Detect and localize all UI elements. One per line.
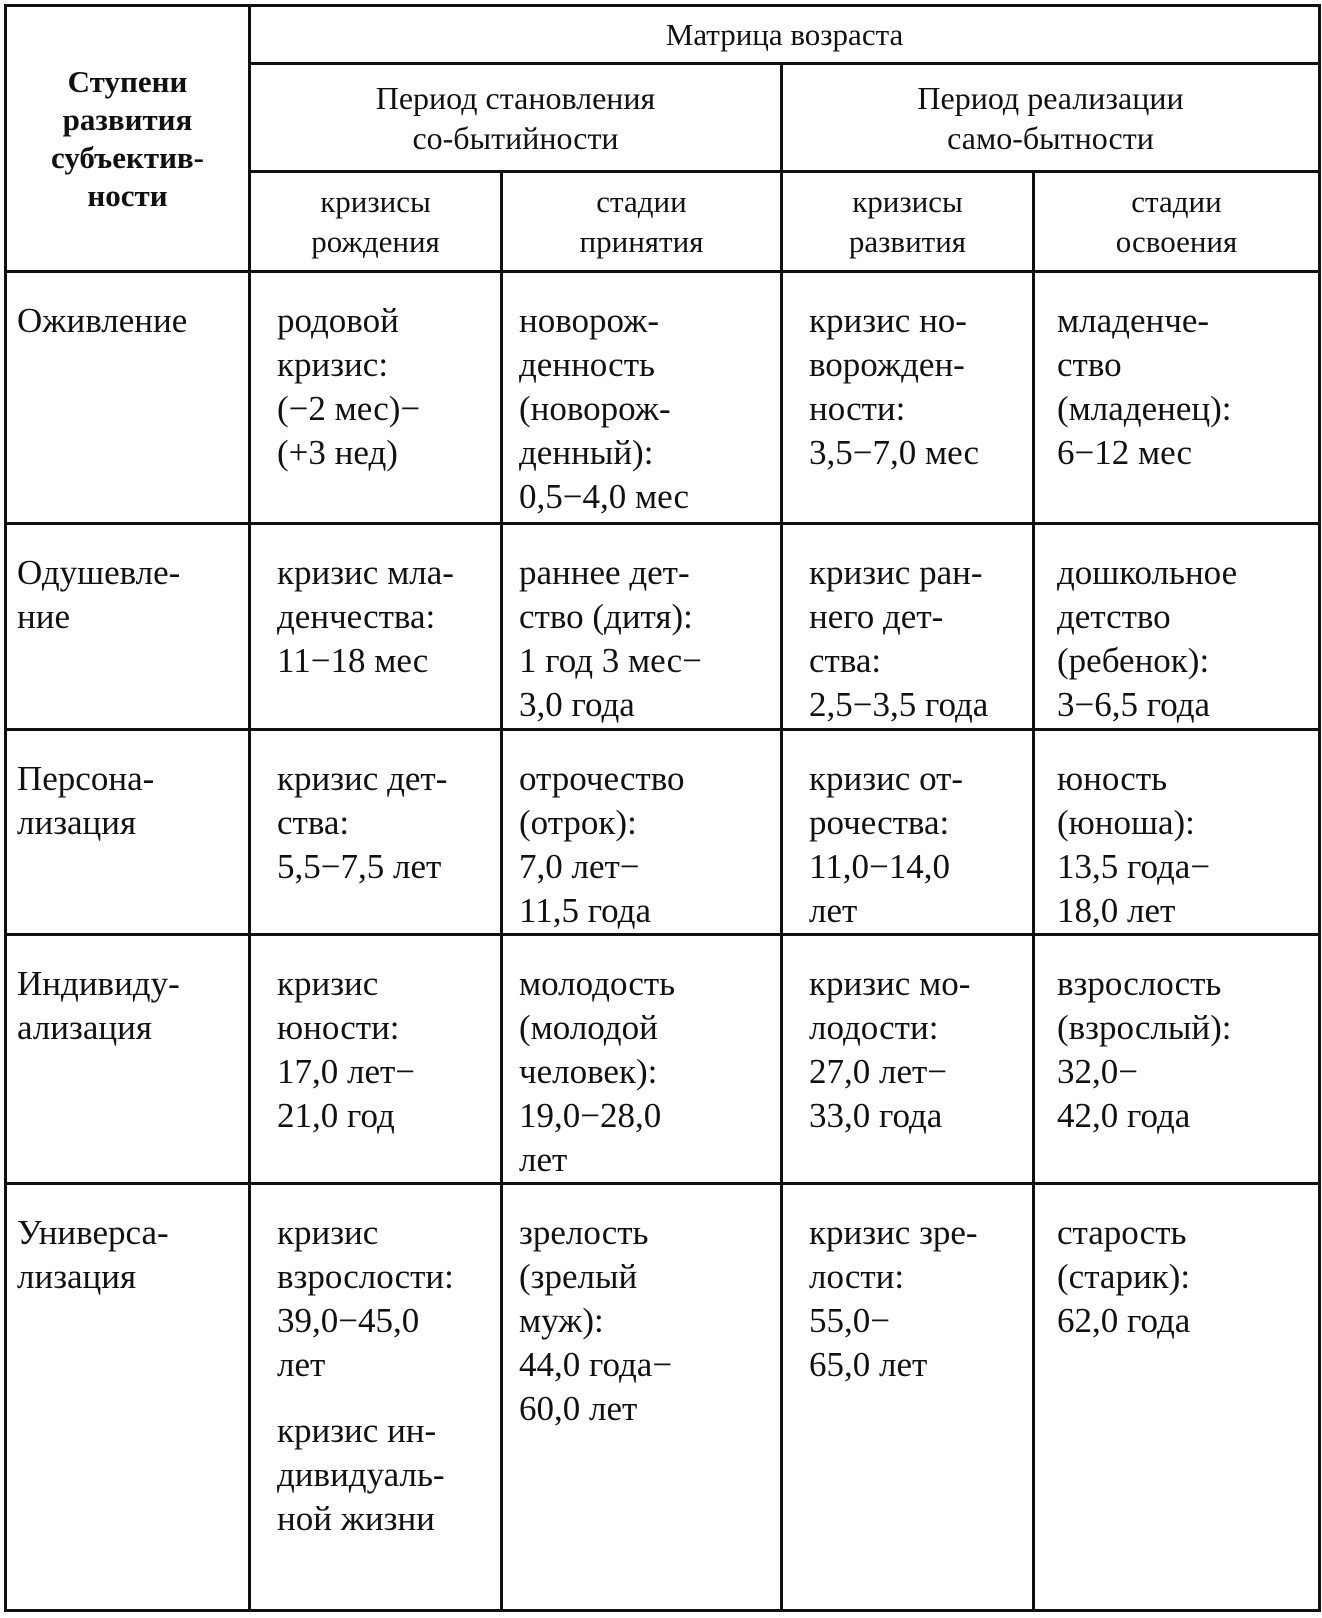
- cell-line: ализация: [17, 1008, 152, 1047]
- birth-crisis-cell: [250, 272, 502, 524]
- cell-line: 55,0−: [809, 1301, 890, 1340]
- cell-line: зрелость: [519, 1213, 649, 1252]
- cell-line: отрочество: [519, 759, 685, 798]
- cell-line: (младенец):: [1057, 389, 1232, 428]
- cell-line: кризис мо-: [809, 964, 971, 1003]
- cell-line: Универса-: [17, 1213, 169, 1252]
- cell-line: старость: [1057, 1213, 1187, 1252]
- cell-line: 6−12 мес: [1057, 433, 1193, 472]
- table-row: [6, 935, 1320, 1184]
- table-row: [6, 524, 1320, 730]
- cell-line: 21,0 год: [277, 1096, 395, 1135]
- cell-line: новорож-: [519, 301, 659, 340]
- cell-line: (старик):: [1057, 1257, 1191, 1296]
- acceptance-stages-header: [502, 172, 782, 272]
- cell-line: 18,0 лет: [1057, 891, 1176, 930]
- cell-line: Одушевле-: [17, 553, 181, 592]
- period-realization-header: [782, 64, 1320, 172]
- period-formation-line: Период становления: [375, 79, 656, 116]
- subheader-line: рождения: [311, 223, 440, 259]
- mastery-stage-cell: [1034, 730, 1320, 935]
- cell-line: кризис от-: [809, 759, 964, 798]
- cell-line: 32,0−: [1057, 1052, 1138, 1091]
- cell-line: раннее дет-: [519, 553, 690, 592]
- period-formation-line: со-бытийности: [412, 119, 619, 156]
- stage-cell: [6, 272, 250, 524]
- cell-line: Индивиду-: [17, 964, 180, 1003]
- cell-line: лет: [277, 1345, 326, 1384]
- cell-line: 39,0−45,0: [277, 1301, 420, 1340]
- cell-line: 3,5−7,0 мес: [809, 433, 980, 472]
- cell-line: кризис ин-: [277, 1411, 437, 1450]
- cell-line: денчества:: [277, 597, 436, 636]
- stage-cell: [6, 1184, 250, 1611]
- development-crisis-cell: [782, 935, 1034, 1184]
- development-crisis-cell: [782, 1184, 1034, 1611]
- cell-line: 7,0 лет−: [519, 847, 640, 886]
- acceptance-stage-cell: [502, 935, 782, 1184]
- cell-line: денный):: [519, 433, 654, 472]
- mastery-stage-cell: [1034, 524, 1320, 730]
- development-crises-header: [782, 172, 1034, 272]
- cell-line: 1 год 3 мес−: [519, 641, 702, 680]
- stage-cell: [6, 730, 250, 935]
- stages-header: [6, 6, 250, 272]
- cell-line: юности:: [277, 1008, 400, 1047]
- cell-line: кризис но-: [809, 301, 967, 340]
- cell-line: лизация: [17, 1257, 137, 1296]
- subheader-line: освоения: [1115, 223, 1238, 259]
- cell-line: 42,0 года: [1057, 1096, 1191, 1135]
- development-crisis-cell: [782, 524, 1034, 730]
- acceptance-stage-cell: [502, 1184, 782, 1611]
- cell-line: (отрок):: [519, 803, 637, 842]
- stage-cell: [6, 524, 250, 730]
- cell-line: Персона-: [17, 759, 155, 798]
- cell-line: взрослость: [1057, 964, 1222, 1003]
- cell-line: дивидуаль-: [277, 1455, 445, 1494]
- acceptance-stage-cell: [502, 272, 782, 524]
- cell-line: ние: [17, 597, 70, 636]
- stage-cell: [6, 935, 250, 1184]
- cell-line: (+3 нед): [277, 433, 398, 472]
- cell-line: 2,5−3,5 года: [809, 685, 989, 724]
- cell-line: денность: [519, 345, 655, 384]
- period-formation-header: [250, 64, 782, 172]
- cell-line: муж):: [519, 1301, 604, 1340]
- cell-line: ворожден-: [809, 345, 965, 384]
- cell-line: детство: [1057, 597, 1171, 636]
- cell-line: 5,5−7,5 лет: [277, 847, 442, 886]
- age-matrix-table: [4, 4, 1321, 1612]
- cell-line: младенче-: [1057, 301, 1210, 340]
- cell-line: лости:: [809, 1257, 905, 1296]
- cell-line: лет: [519, 1140, 568, 1179]
- mastery-stage-cell: [1034, 1184, 1320, 1611]
- cell-line: лизация: [17, 803, 137, 842]
- development-crisis-cell: [782, 730, 1034, 935]
- cell-line: кризис: [277, 1213, 379, 1252]
- cell-line: 0,5−4,0 мес: [519, 477, 690, 516]
- cell-line: (зрелый: [519, 1257, 638, 1296]
- cell-line: кризис зре-: [809, 1213, 978, 1252]
- matrix-title-text: Матрица возраста: [665, 16, 904, 52]
- period-realization-line: Период реализации: [917, 79, 1184, 116]
- subheader-line: принятия: [579, 223, 704, 259]
- cell-line: юность: [1057, 759, 1168, 798]
- subheader-line: стадии: [596, 183, 687, 219]
- stages-header-line: ности: [87, 177, 168, 213]
- cell-line: ство (дитя):: [519, 597, 693, 636]
- cell-line: 60,0 лет: [519, 1389, 638, 1428]
- cell-line: кризис дет-: [277, 759, 448, 798]
- cell-line: (−2 мес)−: [277, 389, 421, 428]
- cell-line: лет: [809, 891, 858, 930]
- cell-line: ство: [1057, 345, 1122, 384]
- table-row: [6, 730, 1320, 935]
- stages-header-line: субъектив-: [50, 139, 205, 175]
- mastery-stages-header: [1034, 172, 1320, 272]
- cell-line: (новорож-: [519, 389, 671, 428]
- cell-line: ства:: [809, 641, 882, 680]
- cell-line: 11,0−14,0: [809, 847, 950, 886]
- mastery-stage-cell: [1034, 935, 1320, 1184]
- birth-crisis-cell: [250, 730, 502, 935]
- cell-line: 11−18 мес: [277, 641, 429, 680]
- cell-line: 3,0 года: [519, 685, 635, 724]
- cell-line: 62,0 года: [1057, 1301, 1191, 1340]
- subheader-line: кризисы: [320, 183, 431, 219]
- matrix-title: [250, 6, 1320, 64]
- cell-line: кризис: [277, 964, 379, 1003]
- cell-line: 33,0 года: [809, 1096, 943, 1135]
- cell-line: ной жизни: [277, 1499, 435, 1538]
- acceptance-stage-cell: [502, 730, 782, 935]
- table-row: [6, 272, 1320, 524]
- cell-line: взрослости:: [277, 1257, 454, 1296]
- cell-line: кризис мла-: [277, 553, 454, 592]
- cell-line: 27,0 лет−: [809, 1052, 948, 1091]
- cell-line: дошкольное: [1057, 553, 1238, 592]
- birth-crisis-cell: [250, 935, 502, 1184]
- cell-line: 44,0 года−: [519, 1345, 673, 1384]
- cell-line: рочества:: [809, 803, 950, 842]
- cell-line: молодость: [519, 964, 676, 1003]
- mastery-stage-cell: [1034, 272, 1320, 524]
- period-realization-line: само-бытности: [947, 119, 1154, 156]
- cell-line: ности:: [809, 389, 906, 428]
- subheader-line: кризисы: [852, 183, 963, 219]
- cell-line: человек):: [519, 1052, 658, 1091]
- cell-line: него дет-: [809, 597, 944, 636]
- cell-line: 65,0 лет: [809, 1345, 928, 1384]
- cell-line: (ребенок):: [1057, 641, 1210, 680]
- cell-line: кризис:: [277, 345, 389, 384]
- cell-line: (взрослый):: [1057, 1008, 1232, 1047]
- cell-line: (юноша):: [1057, 803, 1195, 842]
- birth-crisis-cell: [250, 524, 502, 730]
- stages-header-line: развития: [62, 101, 193, 137]
- subheader-line: развития: [848, 223, 967, 259]
- cell-line: 3−6,5 года: [1057, 685, 1211, 724]
- spacer: [277, 1387, 492, 1409]
- cell-line: родовой: [277, 301, 399, 340]
- cell-line: лодости:: [809, 1008, 939, 1047]
- cell-line: 19,0−28,0: [519, 1096, 662, 1135]
- stages-header-line: Ступени: [67, 63, 188, 99]
- cell-line: 17,0 лет−: [277, 1052, 416, 1091]
- cell-line: 11,5 года: [519, 891, 652, 930]
- cell-line: Оживление: [17, 301, 188, 340]
- cell-line: ства:: [277, 803, 350, 842]
- birth-crisis-cell: [250, 1184, 502, 1611]
- table-row: [6, 1184, 1320, 1611]
- cell-line: кризис ран-: [809, 553, 983, 592]
- subheader-line: стадии: [1131, 183, 1222, 219]
- birth-crises-header: [250, 172, 502, 272]
- cell-line: 13,5 года−: [1057, 847, 1211, 886]
- cell-line: (молодой: [519, 1008, 658, 1047]
- acceptance-stage-cell: [502, 524, 782, 730]
- development-crisis-cell: [782, 272, 1034, 524]
